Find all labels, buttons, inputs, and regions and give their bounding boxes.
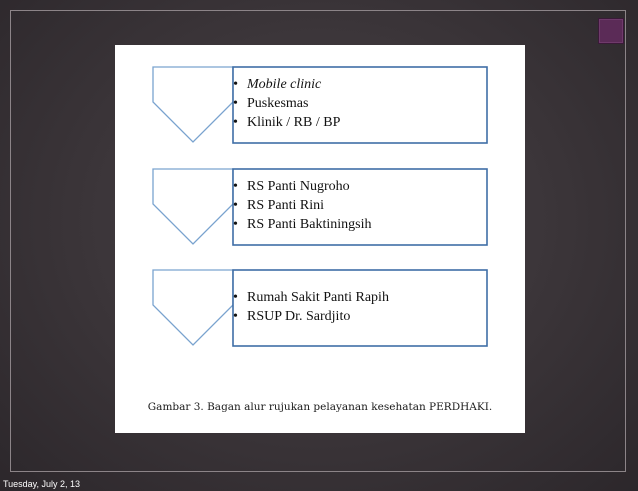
chevron-level-3: [153, 270, 233, 345]
chevron-level-2: [153, 169, 233, 244]
chevron-level-1: [153, 67, 233, 142]
list-level-2: [233, 177, 371, 234]
list-level-1: [233, 75, 340, 132]
list-item: • RSUP Dr. Sardjito: [233, 307, 389, 326]
list-item: • Klinik / RB / BP: [233, 113, 340, 132]
list-item: • RS Panti Nugroho: [233, 177, 371, 196]
accent-square: [598, 18, 624, 44]
list-item: • RS Panti Baktiningsih: [233, 215, 371, 234]
list-item: • RS Panti Rini: [233, 196, 371, 215]
list-item: • Mobile clinic: [233, 75, 340, 94]
list-level-3: [233, 288, 389, 326]
footer-date: Tuesday, July 2, 13: [3, 479, 81, 489]
list-item: • Puskesmas: [233, 94, 340, 113]
diagram-card: [115, 45, 525, 433]
figure-caption: Gambar 3. Bagan alur rujukan pelayanan kesehatan PERDHAKI.: [147, 401, 493, 413]
list-item: • Rumah Sakit Panti Rapih: [233, 288, 389, 307]
